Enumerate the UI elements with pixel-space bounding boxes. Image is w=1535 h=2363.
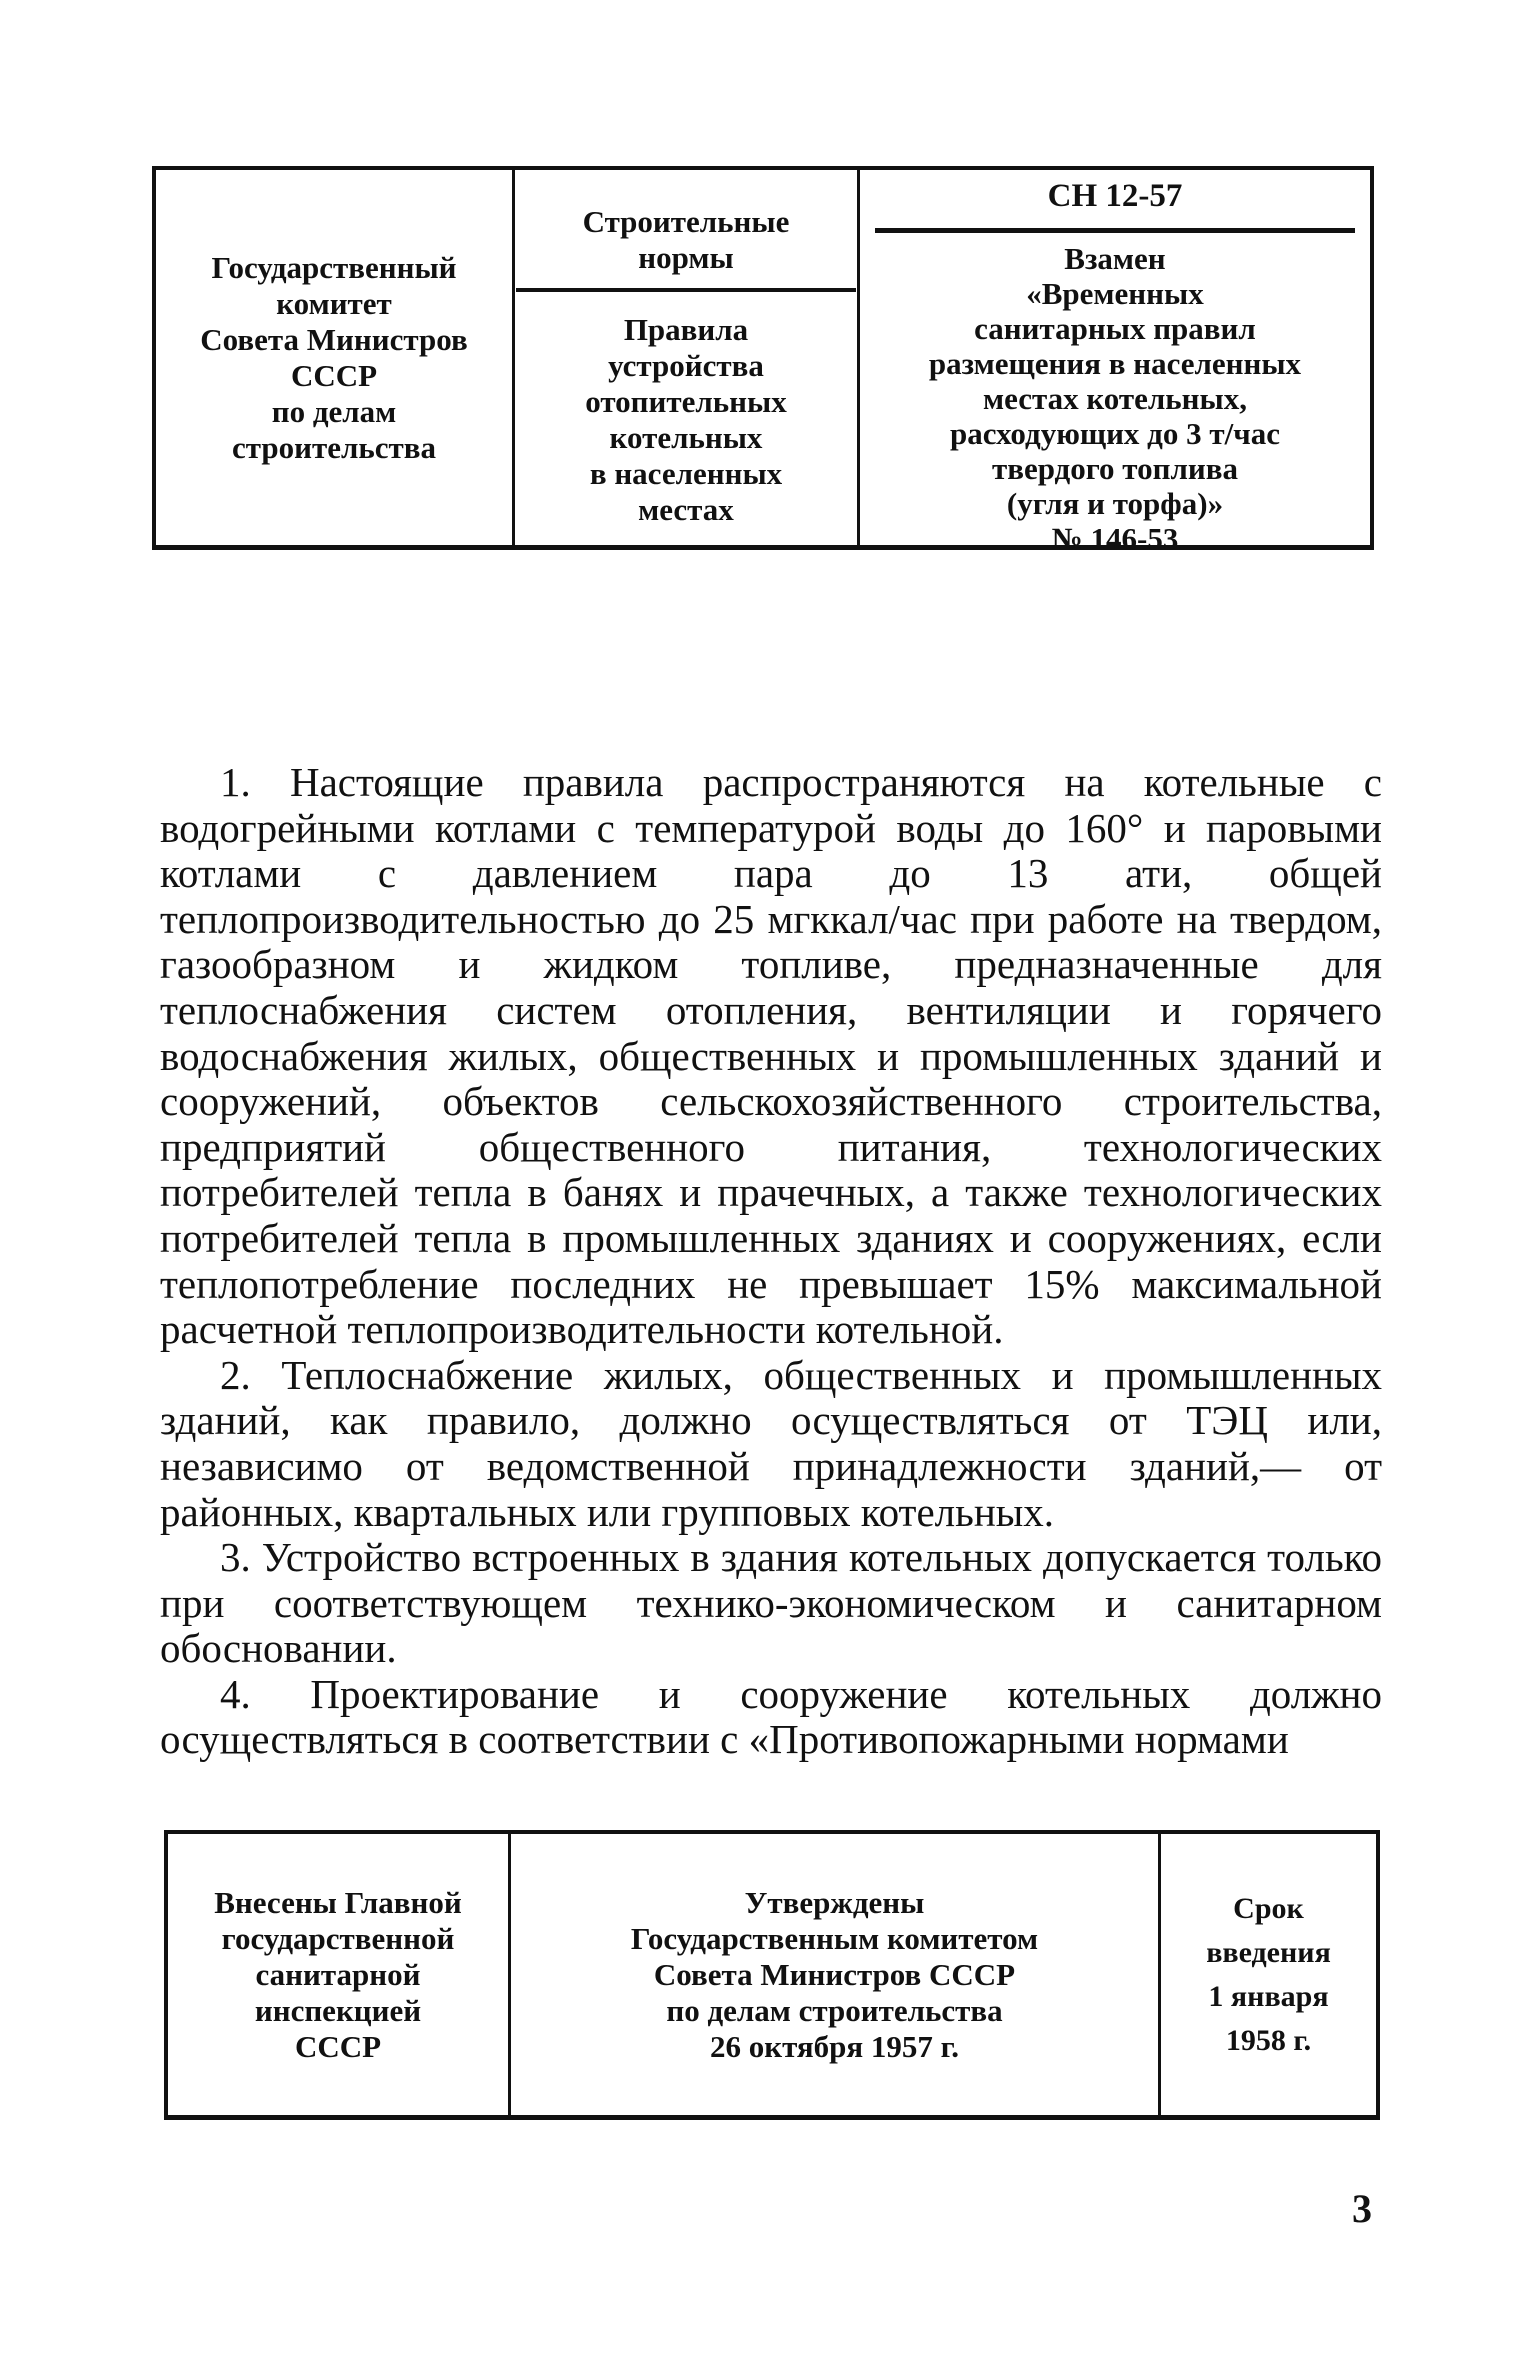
norms-title-line: Правила xyxy=(623,312,749,347)
issuer-line: по делам xyxy=(271,393,397,429)
code-cell xyxy=(857,170,1370,556)
norms-title xyxy=(575,312,796,528)
submitted-line: санитарной xyxy=(255,1956,421,1992)
issuer-line: строительства xyxy=(232,429,436,465)
page-number: 3 xyxy=(1352,2186,1372,2231)
body-text xyxy=(160,760,1382,1763)
effective-date-cell xyxy=(1158,1834,1376,2115)
issuer-line: Государственный xyxy=(211,249,457,285)
approved-line: 26 октября 1957 г. xyxy=(709,2028,960,2064)
norms-title-line: местах xyxy=(638,492,734,527)
issuer-line: Совета Министров xyxy=(200,321,468,357)
replaces-line: Взамен xyxy=(1064,241,1166,276)
document-code: СН 12-57 xyxy=(875,178,1355,233)
norms-title-line: отопительных xyxy=(585,384,787,419)
paragraph-4: 4. Проектирование и сооружение котельных должно осуществляться в соответствии с «Противопожарными нормами xyxy=(160,1670,1382,1763)
norms-title-line: устройства xyxy=(608,348,764,383)
footer-table xyxy=(164,1830,1380,2120)
submitted-line: государственной xyxy=(221,1920,455,1956)
replaces-line: (угля и торфа)» xyxy=(1006,486,1224,521)
replaces-line: № 146-53 xyxy=(1051,521,1179,556)
replaces-line: «Временных xyxy=(1026,276,1204,311)
issuer-cell xyxy=(156,170,512,545)
approved-line: Государственным комитетом xyxy=(630,1920,1039,1956)
replaces-line: твердого топлива xyxy=(992,451,1238,486)
replaces-note xyxy=(917,241,1313,556)
norms-type-line: Строительные xyxy=(582,204,790,239)
submitted-cell xyxy=(168,1834,508,2115)
effective-line: 1 января xyxy=(1208,1979,1329,2013)
replaces-line: размещения в населенных xyxy=(928,346,1302,381)
effective-line: Срок xyxy=(1233,1891,1304,1925)
submitted-line: СССР xyxy=(294,2028,382,2064)
norms-cell xyxy=(512,170,857,545)
approved-cell xyxy=(508,1834,1158,2115)
norms-type xyxy=(516,204,856,292)
approved-line: Утверждены xyxy=(744,1884,925,1920)
norms-title-line: котельных xyxy=(609,420,763,455)
paragraph-1: 1. Настоящие правила распространяются на котельные с водогрейными котлами с температурой воды до 160° и паровыми котлами с давлением пара до 13 ати, общей теплопроизводительностью до 25 мгккал/час при работе на твердом, газообразном и жидком топливе, предназначенные для теплоснабжения систем отопления, вентиляции и горячего водоснабжения жилых, общественных и промышленных зданий и сооружений, объектов сельскохозяйственного строительства, предприятий общественного питания, технологических потребителей тепла в банях и прачечных, а также технологических потребителей тепла в промышленных зданиях и сооружениях, если теплопотребление последних не превышает 15% максимальной расчетной теплопроизводительности котельной. xyxy=(160,759,1382,1353)
header-table xyxy=(152,166,1374,556)
issuer-line: СССР xyxy=(290,357,378,393)
approved-line: Совета Министров СССР xyxy=(653,1956,1016,1992)
replaces-line: расходующих до 3 т/час xyxy=(950,416,1280,451)
issuer-line: комитет xyxy=(276,285,392,321)
replaces-line: санитарных правил xyxy=(974,311,1256,346)
submitted-line: инспекцией xyxy=(254,1992,422,2028)
effective-line: 1958 г. xyxy=(1225,2023,1312,2057)
paragraph-2: 2. Теплоснабжение жилых, общественных и промышленных зданий, как правило, должно осуществляться от ТЭЦ или, независимо от ведомственной принадлежности зданий,— от районных, квартальных или групповых котельных. xyxy=(160,1351,1382,1535)
norms-type-line: нормы xyxy=(638,240,734,275)
paragraph-3: 3. Устройство встроенных в здания котельных допускается только при соответствующем технико-экономическом и санитарном обосновании. xyxy=(160,1534,1382,1672)
submitted-line: Внесены Главной xyxy=(214,1884,462,1920)
effective-line: введения xyxy=(1206,1935,1331,1969)
norms-title-line: в населенных xyxy=(589,456,783,491)
replaces-line: местах котельных, xyxy=(982,381,1247,416)
approved-line: по делам строительства xyxy=(666,1992,1003,2028)
